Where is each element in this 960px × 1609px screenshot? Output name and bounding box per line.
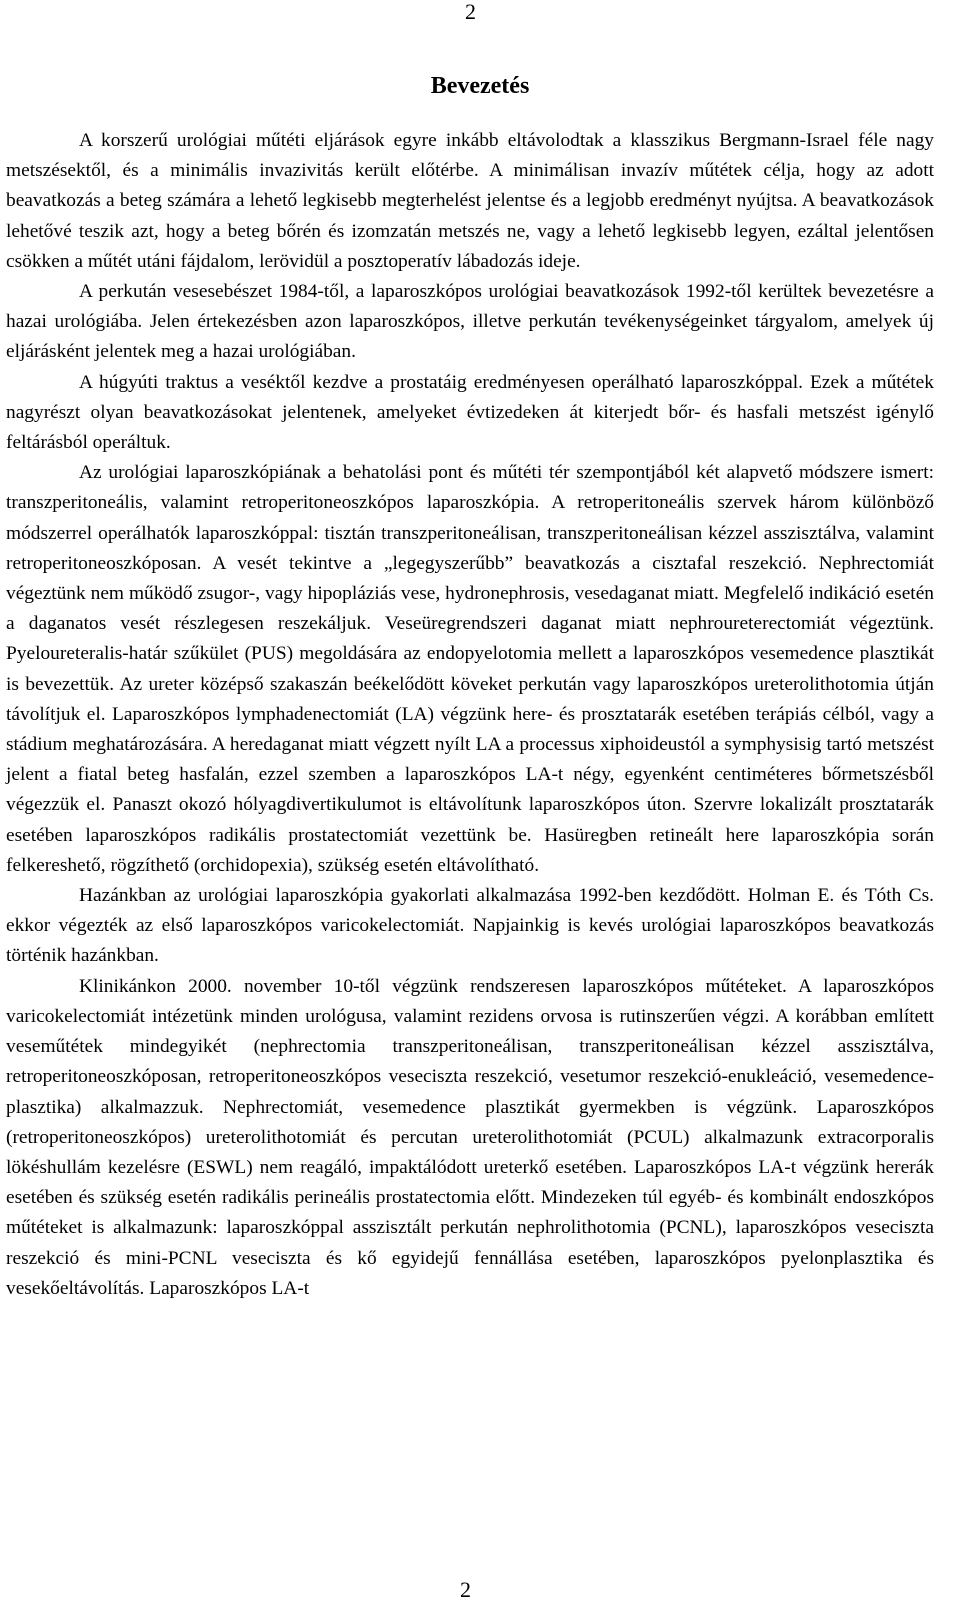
paragraph-hungary: Hazánkban az urológiai laparoszkópia gyakorlati alkalmazása 1992-ben kezdődött. Holman E. és Tóth Cs. ekkor végezték az első laparoszkópos varicokelectomiát. Napjainkig is kevés urológiai laparoszkópos beavatkozás történik hazánkban. <box>6 885 934 967</box>
paragraph-intro: A korszerű urológiai műtéti eljárások egyre inkább eltávolodtak a klasszikus Bergmann-Israel féle nagy metszésektől, és a minimális invazivitás került előtérbe. A minimálisan invazív műtétek célja, hogy az adott beavatkozás a beteg számára a lehető legkisebb megterhelést jelentse és a legjobb eredményt nyújtsa. A beavatkozások lehetővé teszik azt, hogy a beteg bőrén és izomzatán metszés ne, vagy a lehető legkisebb legyen, ezáltal jelentősen csökken a műtét utáni fájdalom, lerövidül a posztoperatív lábadozás ideje. <box>6 130 934 272</box>
page-title: Bevezetés <box>430 73 530 99</box>
body-text <box>6 126 934 1304</box>
page-number-top: 2 <box>465 0 476 24</box>
paragraph-methods: Az urológiai laparoszkópiának a behatolási pont és műtéti tér szempontjából két alapvető módszere ismert: transzperitoneális, valamint retroperitoneoszkópos laparoszkópia. A retroperitoneális szervek három különböző módszerrel operálhatók laparoszkóppal: tisztán transzperitoneálisan, transzperitoneálisan kézzel asszisztálva, valamint retroperitoneoszkóposan. A vesét tekintve a „legegyszerűbb” beavatkozás a cisztafal reszekció. Nephrectomiát végeztünk nem működő zsugor-, vagy hipopláziás vese, hydronephrosis, vesedaganat miatt. Megfelelő indikáció esetén a daganatos vesét részlegesen reszekáljuk. Veseüregrendszeri daganat miatt nephroureterectomiát végeztünk. Pyeloureteralis-határ szűkület (PUS) megoldására az endopyelotomia mellett a laparoszkópos vesemedence plasztikát is bevezettük. Az ureter középső szakaszán beékelődött köveket perkután vagy laparoszkópos ureterolithotomia útján távolítjuk el. Laparoszkópos lymphadenectomiát (LA) végzünk here- és prosztatarák esetében terápiás célból, vagy a stádium meghatározására. A heredaganat miatt végzett nyílt LA a processus xiphoideustól a symphysisig tartó metszést jelent a fiatal beteg hasfalán, ezzel szemben a laparoszkópos LA-t négy, egyenként centiméteres bőrmetszésből végezzük el. Panaszt okozó hólyagdivertikulumot is eltávolítunk laparoszkópos úton. Szervre lokalizált prosztatarák esetében laparoszkópos radikális prostatectomiát vezettünk be. Hasüregben retineált here laparoszkópia során felkereshető, rögzíthető (orchidopexia), szükség esetén eltávolítható. <box>6 462 934 876</box>
page-number-bottom: 2 <box>460 1577 471 1602</box>
paragraph-percutan-history: A perkután vesesebészet 1984-től, a laparoszkópos urológiai beavatkozások 1992-től kerültek bevezetésre a hazai urológiába. Jelen értekezésben azon laparoszkópos, illetve perkután tevékenységeinket tárgyalom, amelyek új eljárásként jelentek meg a hazai urológiában. <box>6 281 934 363</box>
paragraph-urinary-tract: A húgyúti traktus a veséktől kezdve a prostatáig eredményesen operálható laparoszkóppal. Ezek a műtétek nagyrészt olyan beavatkozásokat jelentenek, amelyeket évtizedeken át kiterjedt bőr- és hasfali metszést igénylő feltárásból operáltuk. <box>6 371 934 454</box>
paragraph-clinic: Klinikánkon 2000. november 10-től végzünk rendszeresen laparoszkópos műtéteket. A laparoszkópos varicokelectomiát intézetünk minden urológusa, valamint rezidens orvosa is rutinszerűen végzi. A korábban említett veseműtétek mindegyikét (nephrectomia transzperitoneálisan, transzperitoneálisan kézzel asszisztálva, retroperitoneoszkóposan, retroperitoneoszkópos veseciszta reszekció, vesetumor reszekció-enukleáció, vesemedence-plasztika) alkalmazzuk. Nephrectomiát, vesemedence plasztikát gyermekben is végzünk. Laparoszkópos (retroperitoneoszkópos) ureterolithotomiát és percutan ureterolithotomiát (PCUL) alkalmazunk extracorporalis lökéshullám kezelésre (ESWL) nem reagáló, impaktálódott ureterkő esetében. Laparoszkópos LA-t végzünk hererák esetében és szükség esetén radikális perineális prostatectomia előtt. Mindezeken túl egyéb- és kombinált endoszkópos műtéteket is alkalmazunk: laparoszkóppal asszisztált perkután nephrolithotomia (PCNL), laparoszkópos veseciszta reszekció és mini-PCNL veseciszta és kő egyidejű fennállása esetében, laparoszkópos pyelonplasztika és vesekőeltávolítás. Laparoszkópos LA-t <box>6 975 934 1299</box>
